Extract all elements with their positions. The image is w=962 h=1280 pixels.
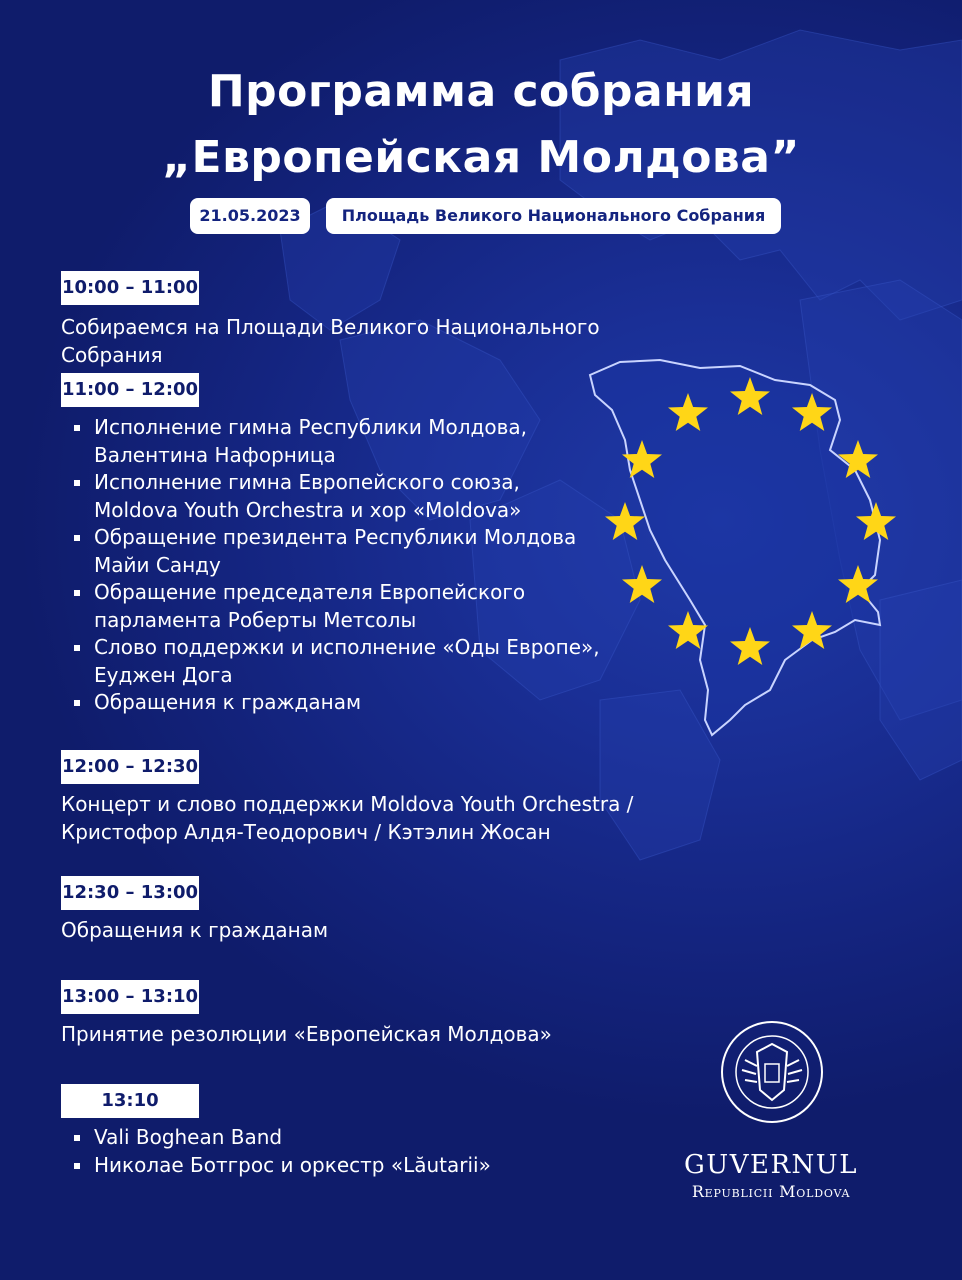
schedule-list [72,414,600,717]
place-badge: Площадь Великого Национального Собрания [326,198,781,234]
date-badge: 21.05.2023 [190,198,310,234]
time-badge: 12:30 – 13:00 [61,876,199,910]
logo-name: GUVERNUL [684,1150,858,1180]
list-item: Обращение председателя Европейского парламента Роберты Метсолы [72,579,600,634]
schedule-text-line: Собрания [61,343,163,367]
page-title-line2: „Европейская Молдова” [162,132,800,183]
moldova-outline [590,360,880,735]
list-item: Исполнение гимна Республики Молдова, Валентина Нафорница [72,414,600,469]
schedule-text [61,790,633,846]
list-item: Николае Ботгрос и оркестр «Lăutarii» [72,1152,491,1180]
schedule-text-line: Собираемся на Площади Великого Национального [61,315,600,339]
time-badge: 13:10 [61,1084,199,1118]
logo-subname: Republicii Moldova [691,1182,851,1201]
list-item: Обращение президента Республики Молдова Майи Санду [72,524,600,579]
time-badge: 12:00 – 12:30 [61,750,199,784]
page-title-line1: Программа собрания [207,66,755,117]
list-item: Обращения к гражданам [72,689,600,717]
list-item: Слово поддержки и исполнение «Оды Европе», Еуджен Дога [72,634,600,689]
schedule-text-line: Кристофор Алдя-Теодорович / Кэтэлин Жосан [61,820,551,844]
time-badge: 11:00 – 12:00 [61,373,199,407]
schedule-text [61,313,600,369]
time-badge: 13:00 – 13:10 [61,980,199,1014]
government-seal-icon [722,1022,822,1122]
list-item: Vali Boghean Band [72,1124,491,1152]
schedule-text: Обращения к гражданам [61,918,329,942]
list-item: Исполнение гимна Европейского союза, Moldova Youth Orchestra и хор «Moldova» [72,469,600,524]
schedule-list [72,1124,491,1179]
schedule-text-line: Концерт и слово поддержки Moldova Youth Orchestra / [61,792,634,816]
time-badge: 10:00 – 11:00 [61,271,199,305]
schedule-text: Принятие резолюции «Европейская Молдова» [61,1022,552,1046]
